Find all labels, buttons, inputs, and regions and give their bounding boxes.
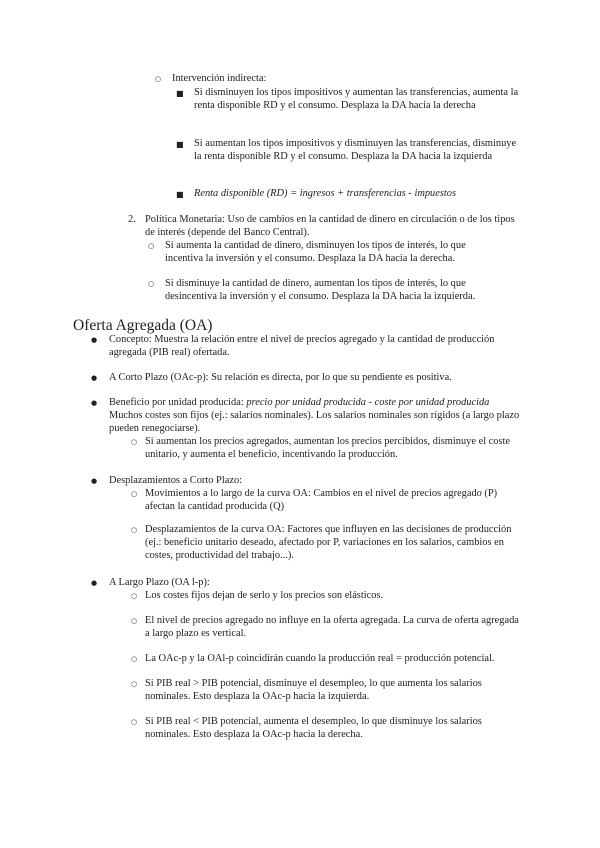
renta-disponible-formula: Renta disponible (RD) = ingresos + transferencias - impuestos [194, 188, 457, 199]
circle-bullet-icon: ○ [131, 438, 138, 446]
beneficio-prefix: Beneficio por unidad producida: [109, 397, 247, 408]
circle-bullet-icon: ○ [131, 655, 138, 663]
section-heading-oferta-agregada: Oferta Agregada (OA) [73, 317, 213, 334]
circle-bullet-icon: ○ [148, 280, 155, 288]
largo-plazo-item-2: El nivel de precios agregado no influye en la oferta agregada. La curva de oferta agregada a largo plazo es vertical. [145, 615, 519, 639]
disc-bullet-icon: ● [91, 399, 98, 407]
beneficio-rest: Muchos costes son fijos (ej.: salarios nominales). Los salarios nominales son rígidos (a largo plazo pueden renegociarse). [109, 410, 520, 434]
beneficio-formula: precio por unidad producida - coste por unidad producida [246, 397, 490, 408]
disc-bullet-icon: ● [91, 374, 98, 382]
disc-bullet-icon: ● [91, 477, 98, 485]
indirecta-item-1: Si disminuyen los tipos impositivos y aumentan las transferencias, aumenta la renta disponible RD y el consumo. Desplaza la DA hacia la derecha [194, 87, 519, 111]
largo-plazo-item-1: Los costes fijos dejan de serlo y los precios son elásticos. [145, 590, 384, 601]
largo-plazo-item-5: Si PIB real < PIB potencial, aumenta el desempleo, lo que disminuye los salarios nominales. Esto desplaza la OAc-p hacia la derecha. [145, 716, 482, 740]
circle-bullet-icon: ○ [131, 617, 138, 625]
circle-bullet-icon: ○ [131, 592, 138, 600]
square-bullet-icon: ■ [176, 89, 184, 98]
desplazamientos-item-2: Desplazamientos de la curva OA: Factores que influyen en las decisiones de producción (ej.: beneficio unitario deseado, afectado por P, variaciones en los salarios, cambios en costes, productividad del trabajo...). [145, 524, 512, 561]
indirecta-item-2: Si aumentan los tipos impositivos y disminuyen las transferencias, disminuye la renta disponible RD y el consumo. Desplaza la DA hacia la izquierda [194, 138, 517, 162]
beneficio-sub-item: Si aumentan los precios agregados, aumentan los precios percibidos, disminuye el coste unitario, y aumenta el beneficio, incentivando la producción. [145, 436, 511, 460]
beneficio-text [109, 396, 524, 435]
circle-bullet-icon: ○ [148, 242, 155, 250]
largo-plazo-item-3: La OAc-p y la OAl-p coincidirán cuando la producción real = producción potencial. [145, 653, 495, 664]
politica-monetaria-text: Política Monetaria: Uso de cambios en la cantidad de dinero en circulación o de los tipos de interés (depende del Banco Central). [145, 214, 515, 238]
monetaria-item-2: Si disminuye la cantidad de dinero, aumentan los tipos de interés, lo que desincentiva la inversión y el consumo. Desplaza la DA hacia la izquierda. [165, 278, 476, 302]
largo-plazo-label: A Largo Plazo (OA l-p): [109, 577, 210, 588]
circle-bullet-icon: ○ [155, 75, 162, 83]
list-number: 2. [128, 214, 136, 225]
circle-bullet-icon: ○ [131, 490, 138, 498]
disc-bullet-icon: ● [91, 336, 98, 344]
largo-plazo-item-4: Si PIB real > PIB potencial, disminuye el desempleo, lo que aumenta los salarios nominales. Esto desplaza la OAc-p hacia la izquierda. [145, 678, 482, 702]
corto-plazo-text: A Corto Plazo (OAc-p): Su relación es directa, por lo que su pendiente es positiva. [109, 372, 452, 383]
desplazamientos-item-1: Movimientos a lo largo de la curva OA: Cambios en el nivel de precios agregado (P) afectan la cantidad producida (Q) [145, 488, 498, 512]
indirecta-label: Intervención indirecta: [172, 73, 267, 84]
circle-bullet-icon: ○ [131, 718, 138, 726]
circle-bullet-icon: ○ [131, 526, 138, 534]
square-bullet-icon: ■ [176, 140, 184, 149]
circle-bullet-icon: ○ [131, 680, 138, 688]
concepto-text: Concepto: Muestra la relación entre el nivel de precios agregado y la cantidad de producción agregada (PIB real) ofertada. [109, 334, 495, 358]
disc-bullet-icon: ● [91, 579, 98, 587]
square-bullet-icon: ■ [176, 190, 184, 199]
desplazamientos-label: Desplazamientos a Corto Plazo: [109, 475, 243, 486]
monetaria-item-1: Si aumenta la cantidad de dinero, disminuyen los tipos de interés, lo que incentiva la inversión y el consumo. Desplaza la DA hacia la derecha. [165, 240, 466, 264]
